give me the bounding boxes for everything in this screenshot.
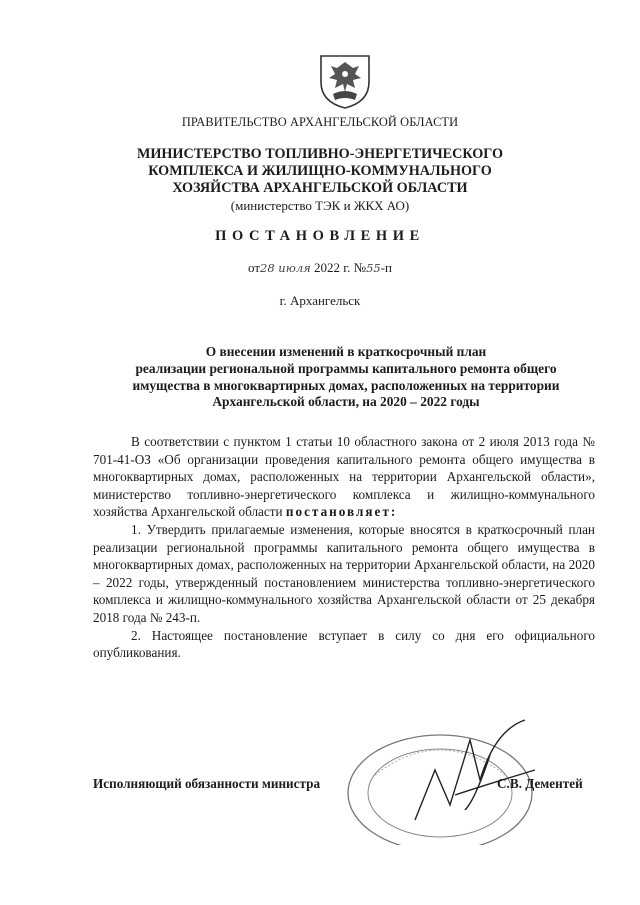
document-body — [93, 433, 595, 662]
ministry-line: МИНИСТЕРСТВО ТОПЛИВНО-ЭНЕРГЕТИЧЕСКОГО — [136, 146, 504, 162]
date-prefix: от — [248, 260, 261, 275]
title-line: Архангельской области, на 2020 – 2022 годы — [212, 394, 480, 410]
handwritten-signature — [395, 710, 545, 840]
handwritten-number: 55 — [366, 261, 381, 275]
government-title: ПРАВИТЕЛЬСТВО АРХАНГЕЛЬСКОЙ ОБЛАСТИ — [181, 115, 459, 129]
date-year: 2022 г. № — [310, 260, 367, 275]
handwritten-date: 28 июля — [260, 261, 311, 275]
title-line: имущества в многоквартирных домах, расположенных на территории — [132, 377, 560, 393]
item-1-paragraph: 1. Утвердить прилагаемые изменения, которые вносятся в краткосрочный план реализации региональной программы капитального ремонта общего имущества в многоквартирных домах, расположенных на территории Архангельской области, на 2020 – 2022 годы, утвержденный постановлением министерства топливно-энергетического комплекса и жилищно-коммунального хозяйства Архангельской области от 25 декабря 2018 года № 243-п. — [93, 521, 595, 625]
decree-word: постановляет: — [285, 504, 398, 520]
ministry-line: КОМПЛЕКСА И ЖИЛИЩНО-КОММУНАЛЬНОГО — [148, 163, 492, 179]
document-type: ПОСТАНОВЛЕНИЕ — [215, 228, 425, 244]
city: г. Архангельск — [279, 293, 361, 308]
title-line: О внесении изменений в краткосрочный план — [205, 344, 487, 359]
ministry-abbreviation: (министерство ТЭК и ЖКХ АО) — [230, 198, 410, 213]
signatory-name: С.В. Дементей — [497, 776, 583, 791]
item-2-paragraph: 2. Настоящее постановление вступает в силу со дня его официального опубликования. — [93, 627, 595, 661]
ministry-name — [0, 146, 640, 197]
title-line: реализации региональной программы капитального ремонта общего — [135, 360, 557, 376]
preamble-text: В соответствии с пунктом 1 статьи 10 областного закона от 2 июля 2013 года № 701-41-ОЗ «Об организации проведения капитального ремонта общего имущества в многоквартирных домах, расположенных на территории Архангельской области», министерство топливно-энергетического комплекса и жилищно-коммунального хозяйства Архангельской области — [93, 434, 595, 520]
ministry-line: ХОЗЯЙСТВА АРХАНГЕЛЬСКОЙ ОБЛАСТИ — [172, 180, 468, 196]
signatory-position: Исполняющий обязанности министра — [93, 776, 321, 791]
document-title — [100, 344, 592, 411]
date-number-line — [0, 260, 640, 276]
preamble-paragraph — [93, 433, 595, 521]
number-suffix: -п — [380, 260, 392, 275]
coat-of-arms-emblem — [317, 52, 373, 110]
